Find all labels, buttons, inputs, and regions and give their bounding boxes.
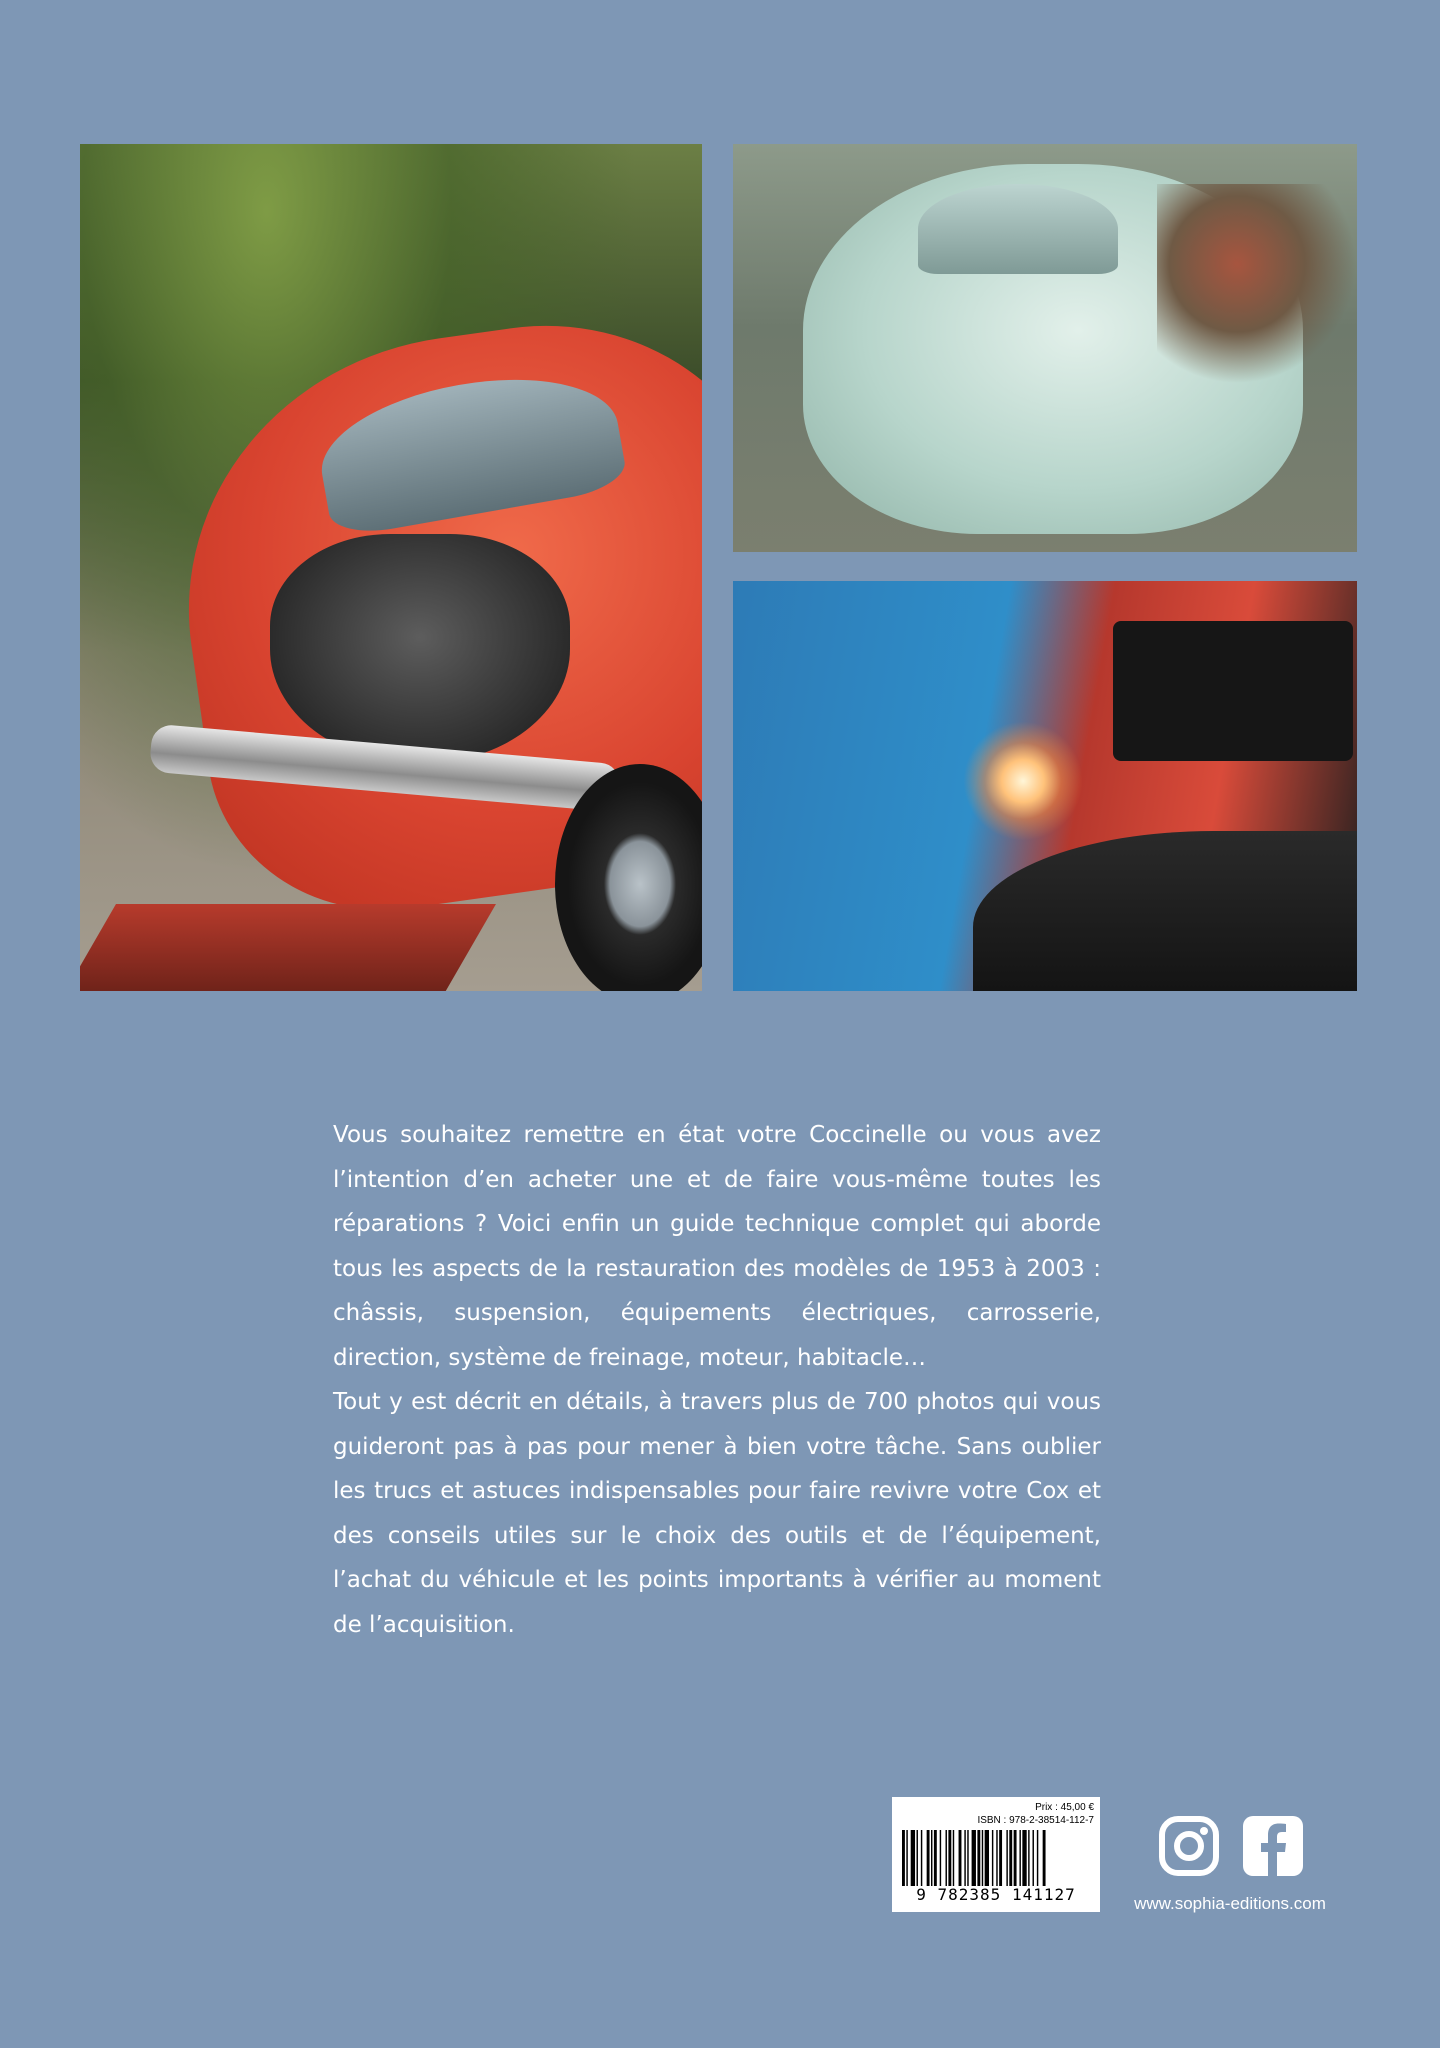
dark-opening [1113, 621, 1353, 761]
description-paragraph-2: Tout y est décrit en détails, à travers plus de 700 photos qui vous guideront pas à pas pour mener à bien votre tâche. Sans oublier les trucs et astuces indispensables pour faire revivre votre Cox et des conseils utiles sur le choix des outils et de l’équipement, l’achat du véhicule et les points importants à vérifier au moment de l’acquisition. [333, 1389, 1101, 1638]
photo-red-beetle-on-jack [80, 144, 702, 991]
barcode-bar [921, 1830, 922, 1886]
barcode-bar [982, 1830, 983, 1886]
barcode-bar [977, 1830, 980, 1886]
barcode-bar [1022, 1830, 1026, 1886]
barcode-label [892, 1797, 1100, 1912]
barcode-bar [1014, 1830, 1017, 1886]
facebook-icon[interactable] [1241, 1814, 1305, 1878]
barcode-bar [1033, 1830, 1034, 1886]
back-cover-description [333, 1113, 1101, 1647]
barcode-bar [917, 1830, 918, 1886]
isbn-label: ISBN : 978-2-38514-112-7 [977, 1815, 1094, 1826]
barcode-bar [906, 1830, 907, 1886]
instagram-icon[interactable] [1157, 1814, 1221, 1878]
floor-jack [80, 904, 496, 991]
dark-floor [973, 831, 1357, 991]
barcode-bar [953, 1830, 954, 1886]
photo-primed-beetle-body [733, 144, 1357, 552]
barcode-bar [1006, 1830, 1007, 1886]
photo-welding-closeup [733, 581, 1357, 991]
barcode-bar [999, 1830, 1002, 1886]
welding-glow [963, 721, 1083, 841]
windshield [918, 184, 1118, 274]
barcode-bar [931, 1830, 932, 1886]
barcode-bar [1043, 1830, 1046, 1886]
barcode-bar [996, 1830, 997, 1886]
barcode-bar [1009, 1830, 1012, 1886]
workshop-clutter [1157, 184, 1357, 384]
barcode-bar [992, 1830, 993, 1886]
barcode-bar [927, 1830, 930, 1886]
barcode-bar [946, 1830, 947, 1886]
barcode-bar [967, 1830, 968, 1886]
engine-bay [270, 534, 570, 764]
barcode-bar [985, 1830, 989, 1886]
barcode-bar [1028, 1830, 1029, 1886]
barcode-bar [972, 1830, 976, 1886]
barcode-bar [940, 1830, 941, 1886]
barcode-bar [964, 1830, 965, 1886]
barcode-bar [934, 1830, 937, 1886]
barcode-bar [959, 1830, 962, 1886]
barcode-bars [898, 1830, 1094, 1886]
barcode-number: 9 782385 141127 [916, 1885, 1076, 1904]
website-url[interactable]: www.sophia-editions.com [1134, 1894, 1326, 1913]
barcode-bar [902, 1830, 905, 1886]
barcode-bar [1037, 1830, 1038, 1886]
description-paragraph-1: Vous souhaitez remettre en état votre Coccinelle ou vous avez l’intention d’en acheter une et de faire vous-même toutes les réparations ? Voici enfin un guide technique complet qui aborde tous les aspects de la restauration des modèles de 1953 à 2003 : châssis, suspension, équipements électriques, carrosserie, direction, système de freinage, moteur, habitacle… [333, 1122, 1101, 1371]
barcode-bar [948, 1830, 951, 1886]
barcode-bar [911, 1830, 915, 1886]
price-label: Prix : 45,00 € [1035, 1802, 1094, 1813]
barcode-bar [1019, 1830, 1020, 1886]
